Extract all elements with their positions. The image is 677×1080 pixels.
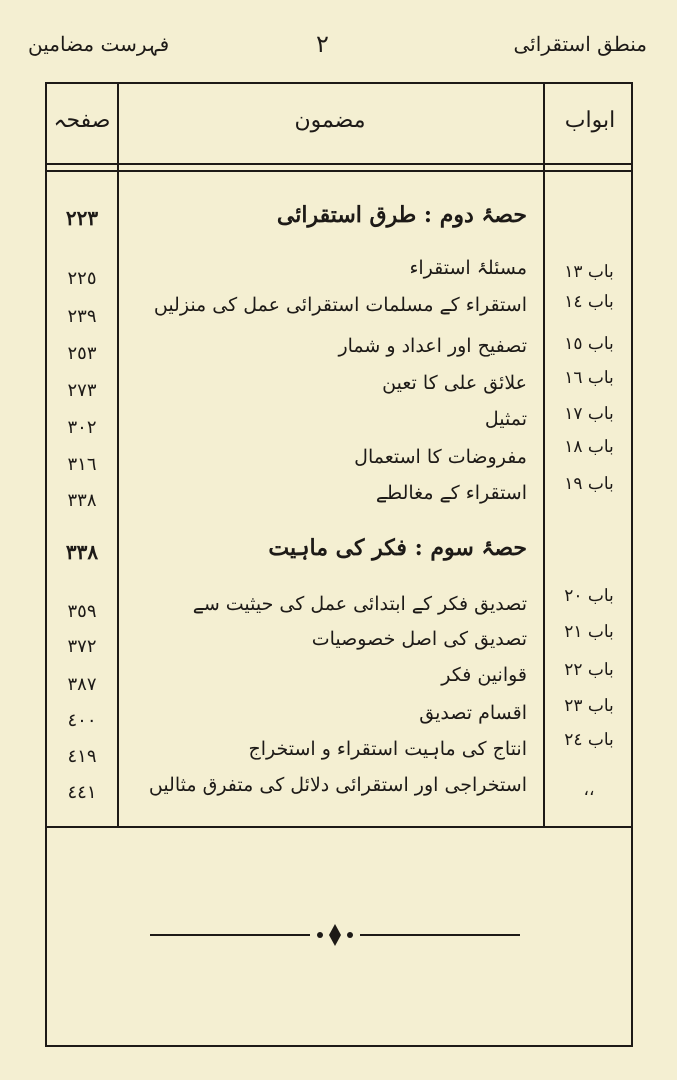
chapter-17: باب ١٧: [564, 404, 614, 424]
entry-17-page: ٣٠٢: [67, 417, 97, 438]
entry-15-title: تصفیح اور اعداد و شمار: [338, 335, 527, 357]
section-title-part-three: حصۂ سوم : فکر کی ماہیت: [268, 535, 527, 561]
page-number: ٢: [316, 30, 329, 58]
entry-15-page: ٢٥٣: [67, 343, 97, 364]
entry-14-page: ٢٣٩: [67, 306, 97, 327]
running-title: منطق استقرائی: [513, 32, 647, 56]
column-divider-page: [117, 82, 119, 827]
chapter-16: باب ١٦: [564, 368, 614, 388]
column-divider-chapter: [543, 82, 545, 827]
entry-18-page: ٣١٦: [67, 454, 97, 475]
entry-21-page: ٣٧٢: [67, 636, 97, 657]
entry-final-title: استخراجی اور استقرائی دلائل کی متفرق مثالیں: [148, 774, 527, 796]
entry-13-title: مسئلۂ استقراء: [409, 257, 527, 279]
ornament-dot-left: [317, 932, 323, 938]
section-page-part-three: ٣٣٨: [65, 540, 99, 564]
entry-16-page: ٢٧٣: [67, 380, 97, 401]
entry-17-title: تمثیل: [484, 408, 527, 430]
entry-18-title: مفروضات کا استعمال: [354, 446, 527, 468]
chapter-18: باب ١٨: [564, 437, 614, 457]
entry-23-title: اقسام تصدیق: [419, 702, 527, 724]
chapter-19: باب ١٩: [564, 474, 614, 494]
section-header: فہرست مضامین: [28, 32, 170, 56]
entry-19-title: استقراء کے مغالطے: [375, 482, 527, 504]
entry-24-page: ٤١٩: [67, 746, 97, 767]
chapter-20: باب ٢٠: [564, 586, 614, 606]
chapter-14: باب ١٤: [564, 292, 614, 312]
column-header-chapters: ابواب: [564, 108, 616, 133]
entry-23-page: ٤٠٠: [67, 710, 97, 731]
entry-22-page: ٣٨٧: [67, 674, 97, 695]
entry-21-title: تصدیق کی اصل خصوصیات: [311, 628, 527, 650]
ornament-diamond: [329, 924, 341, 946]
entry-22-title: قوانین فکر: [441, 664, 527, 686]
ornament-dot-right: [347, 932, 353, 938]
section-page-part-two: ٢٢٣: [65, 206, 99, 230]
chapter-22: باب ٢٢: [564, 660, 614, 680]
chapter-21: باب ٢١: [564, 622, 614, 642]
chapter-ditto: ،،: [583, 780, 595, 800]
entry-24-title: انتاج کی ماہیت استقراء و استخراج: [248, 738, 527, 760]
entry-20-title: تصدیق فکر کے ابتدائی عمل کی حیثیت سے: [192, 593, 527, 615]
column-header-page: صفحہ: [53, 108, 111, 133]
header-rule-double: [45, 170, 633, 172]
entry-13-page: ٢٢٥: [67, 268, 97, 289]
chapter-23: باب ٢٣: [564, 696, 614, 716]
entry-20-page: ٣٥٩: [67, 601, 97, 622]
chapter-24: باب ٢٤: [564, 730, 614, 750]
entry-19-page: ٣٣٨: [67, 490, 97, 511]
column-header-subject: مضمون: [294, 108, 366, 133]
chapter-15: باب ١٥: [564, 334, 614, 354]
entry-final-page: ٤٤١: [67, 782, 97, 803]
ornament-divider: [150, 920, 520, 950]
entry-14-title: استقراء کے مسلمات استقرائی عمل کی منزلیں: [153, 294, 527, 316]
footer-rule: [45, 826, 633, 828]
chapter-13: باب ١٣: [564, 262, 614, 282]
header-rule: [45, 163, 633, 165]
section-title-part-two: حصۂ دوم : طرق استقرائی: [276, 202, 527, 228]
entry-16-title: علائق علی کا تعین: [382, 372, 527, 394]
